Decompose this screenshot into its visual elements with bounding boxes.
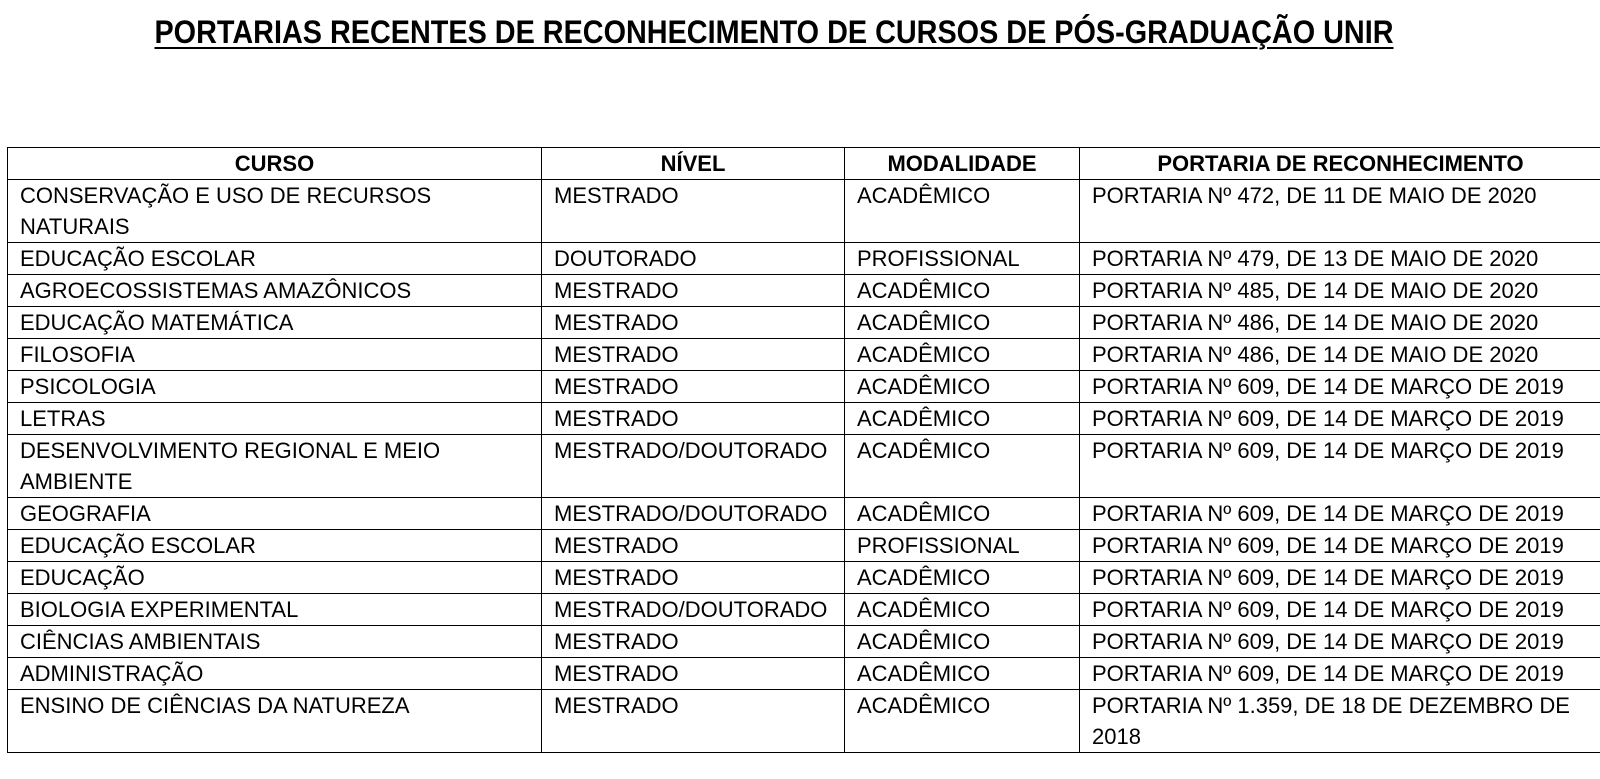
cell-curso: ADMINISTRAÇÃO: [8, 658, 542, 690]
cell-nivel: MESTRADO: [542, 307, 845, 339]
table-row: [8, 626, 1600, 658]
cell-modalidade: ACADÊMICO: [845, 562, 1080, 594]
cell-portaria: PORTARIA Nº 609, DE 14 DE MARÇO DE 2019: [1080, 594, 1600, 626]
table-row: [8, 403, 1600, 435]
table-row: [8, 180, 1600, 243]
cell-nivel: MESTRADO: [542, 530, 845, 562]
cell-portaria: PORTARIA Nº 479, DE 13 DE MAIO DE 2020: [1080, 243, 1600, 275]
cell-nivel: MESTRADO/DOUTORADO: [542, 498, 845, 530]
header-modalidade: MODALIDADE: [845, 148, 1080, 180]
cell-nivel: MESTRADO: [542, 180, 845, 243]
cell-portaria: PORTARIA Nº 609, DE 14 DE MARÇO DE 2019: [1080, 371, 1600, 403]
cell-portaria: PORTARIA Nº 609, DE 14 DE MARÇO DE 2019: [1080, 562, 1600, 594]
cell-portaria: PORTARIA Nº 1.359, DE 18 DE DEZEMBRO DE 2018: [1080, 690, 1600, 753]
recognition-table-container: [7, 147, 1600, 753]
cell-nivel: MESTRADO: [542, 562, 845, 594]
recognition-table: [7, 147, 1600, 753]
cell-modalidade: ACADÊMICO: [845, 307, 1080, 339]
cell-portaria: PORTARIA Nº 486, DE 14 DE MAIO DE 2020: [1080, 339, 1600, 371]
cell-curso: AGROECOSSISTEMAS AMAZÔNICOS: [8, 275, 542, 307]
cell-modalidade: ACADÊMICO: [845, 658, 1080, 690]
cell-nivel: MESTRADO: [542, 403, 845, 435]
cell-portaria: PORTARIA Nº 486, DE 14 DE MAIO DE 2020: [1080, 307, 1600, 339]
cell-modalidade: ACADÊMICO: [845, 371, 1080, 403]
cell-curso: GEOGRAFIA: [8, 498, 542, 530]
cell-modalidade: ACADÊMICO: [845, 339, 1080, 371]
table-row: [8, 658, 1600, 690]
cell-nivel: MESTRADO: [542, 690, 845, 753]
table-header-row: [8, 148, 1600, 180]
cell-portaria: PORTARIA Nº 609, DE 14 DE MARÇO DE 2019: [1080, 403, 1600, 435]
cell-curso: CIÊNCIAS AMBIENTAIS: [8, 626, 542, 658]
cell-portaria: PORTARIA Nº 485, DE 14 DE MAIO DE 2020: [1080, 275, 1600, 307]
cell-curso: EDUCAÇÃO: [8, 562, 542, 594]
cell-modalidade: ACADÊMICO: [845, 594, 1080, 626]
cell-nivel: MESTRADO: [542, 371, 845, 403]
cell-modalidade: ACADÊMICO: [845, 626, 1080, 658]
table-row: [8, 498, 1600, 530]
table-row: [8, 371, 1600, 403]
header-portaria: PORTARIA DE RECONHECIMENTO: [1080, 148, 1600, 180]
cell-nivel: MESTRADO: [542, 626, 845, 658]
cell-curso: ENSINO DE CIÊNCIAS DA NATUREZA: [8, 690, 542, 753]
page-title: PORTARIAS RECENTES DE RECONHECIMENTO DE CURSOS DE PÓS-GRADUAÇÃO UNIR: [154, 14, 1394, 50]
cell-curso: EDUCAÇÃO ESCOLAR: [8, 243, 542, 275]
cell-portaria: PORTARIA Nº 609, DE 14 DE MARÇO DE 2019: [1080, 498, 1600, 530]
table-row: [8, 690, 1600, 753]
cell-curso: CONSERVAÇÃO E USO DE RECURSOS NATURAIS: [8, 180, 542, 243]
cell-portaria: PORTARIA Nº 609, DE 14 DE MARÇO DE 2019: [1080, 435, 1600, 498]
header-nivel: NÍVEL: [542, 148, 845, 180]
cell-curso: FILOSOFIA: [8, 339, 542, 371]
cell-nivel: MESTRADO/DOUTORADO: [542, 435, 845, 498]
cell-modalidade: ACADÊMICO: [845, 498, 1080, 530]
table-row: [8, 243, 1600, 275]
cell-curso: DESENVOLVIMENTO REGIONAL E MEIO AMBIENTE: [8, 435, 542, 498]
cell-nivel: MESTRADO: [542, 339, 845, 371]
cell-nivel: MESTRADO: [542, 275, 845, 307]
cell-modalidade: PROFISSIONAL: [845, 243, 1080, 275]
cell-curso: LETRAS: [8, 403, 542, 435]
cell-curso: PSICOLOGIA: [8, 371, 542, 403]
cell-portaria: PORTARIA Nº 609, DE 14 DE MARÇO DE 2019: [1080, 626, 1600, 658]
table-row: [8, 562, 1600, 594]
table-row: [8, 307, 1600, 339]
table-row: [8, 435, 1600, 498]
cell-nivel: DOUTORADO: [542, 243, 845, 275]
cell-curso: EDUCAÇÃO ESCOLAR: [8, 530, 542, 562]
cell-modalidade: ACADÊMICO: [845, 435, 1080, 498]
cell-portaria: PORTARIA Nº 472, DE 11 DE MAIO DE 2020: [1080, 180, 1600, 243]
cell-modalidade: ACADÊMICO: [845, 690, 1080, 753]
cell-nivel: MESTRADO/DOUTORADO: [542, 594, 845, 626]
cell-modalidade: PROFISSIONAL: [845, 530, 1080, 562]
header-curso: CURSO: [8, 148, 542, 180]
cell-modalidade: ACADÊMICO: [845, 180, 1080, 243]
cell-modalidade: ACADÊMICO: [845, 275, 1080, 307]
table-row: [8, 275, 1600, 307]
cell-curso: BIOLOGIA EXPERIMENTAL: [8, 594, 542, 626]
table-row: [8, 339, 1600, 371]
cell-portaria: PORTARIA Nº 609, DE 14 DE MARÇO DE 2019: [1080, 530, 1600, 562]
cell-portaria: PORTARIA Nº 609, DE 14 DE MARÇO DE 2019: [1080, 658, 1600, 690]
cell-modalidade: ACADÊMICO: [845, 403, 1080, 435]
cell-curso: EDUCAÇÃO MATEMÁTICA: [8, 307, 542, 339]
cell-nivel: MESTRADO: [542, 658, 845, 690]
table-row: [8, 594, 1600, 626]
table-row: [8, 530, 1600, 562]
